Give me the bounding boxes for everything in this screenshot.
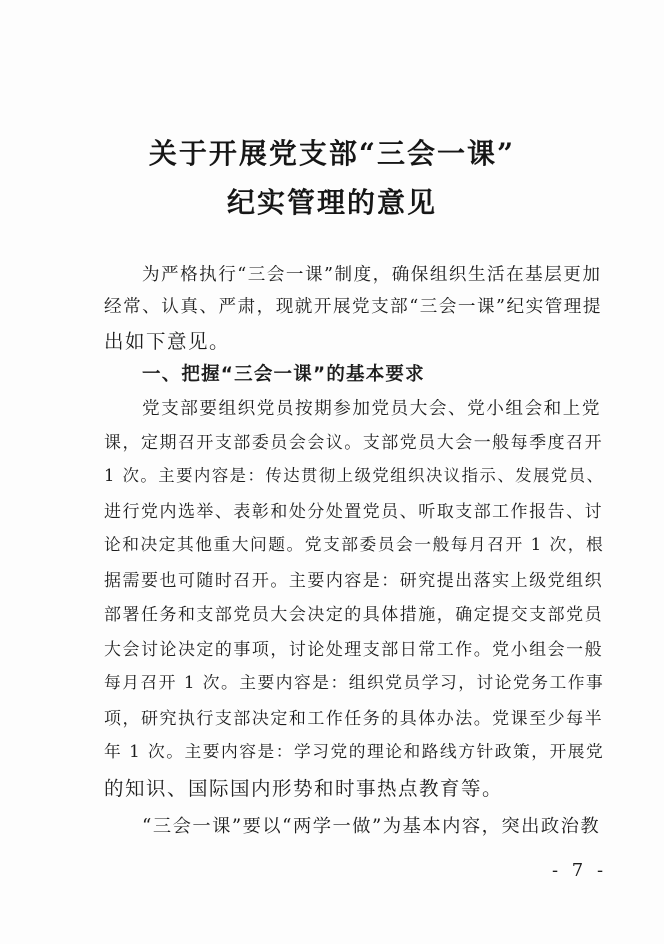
intro-line: 经常、认真、严肃，现就开展党支部“三会一课”纪实管理提: [104, 297, 602, 317]
document-title-line2: 纪实管理的意见: [226, 186, 437, 219]
body-line: 1 次。主要内容是：传达贯彻上级党组织决议指示、发展党员、: [104, 466, 605, 485]
body-line: 部署任务和支部党员大会决定的具体措施，确定提交支部党员: [104, 605, 604, 625]
body-line: 大会讨论决定的事项，讨论处理支部日常工作。党小组会一般: [104, 640, 604, 660]
page-number: - 7 -: [552, 860, 608, 881]
body-line: 每月召开 1 次。主要内容是：组织党员学习，讨论党务工作事: [104, 672, 605, 692]
body-line: 课，定期召开支部委员会会议。支部党员大会一般每季度召开: [104, 433, 604, 453]
body-line: “三会一课”要以“两学一做”为基本内容，突出政治教: [142, 816, 601, 837]
body-line: 论和决定其他重大问题。党支部委员会一般每月召开 1 次，根: [104, 534, 605, 554]
body-line: 的知识、国际国内形势和时事热点教育等。: [104, 777, 504, 800]
intro-line: 出如下意见。: [104, 330, 231, 353]
body-line: 项，研究执行支部决定和工作任务的具体办法。党课至少每半: [104, 709, 604, 729]
body-line: 据需要也可随时召开。主要内容是：研究提出落实上级党组织: [104, 571, 604, 591]
body-line: 年 1 次。主要内容是：学习党的理论和路线方针政策，开展党: [104, 741, 605, 761]
intro-line: 为严格执行“三会一课”制度，确保组织生活在基层更加: [142, 265, 602, 285]
document-title-line1: 关于开展党支部“三会一课”: [148, 137, 516, 170]
section-heading: 一、把握“三会一课”的基本要求: [142, 364, 425, 385]
body-line: 进行党内选举、表彰和处分处置党员、听取支部工作报告、讨: [104, 502, 604, 522]
body-line: 党支部要组织党员按期参加党员大会、党小组会和上党: [142, 399, 602, 419]
